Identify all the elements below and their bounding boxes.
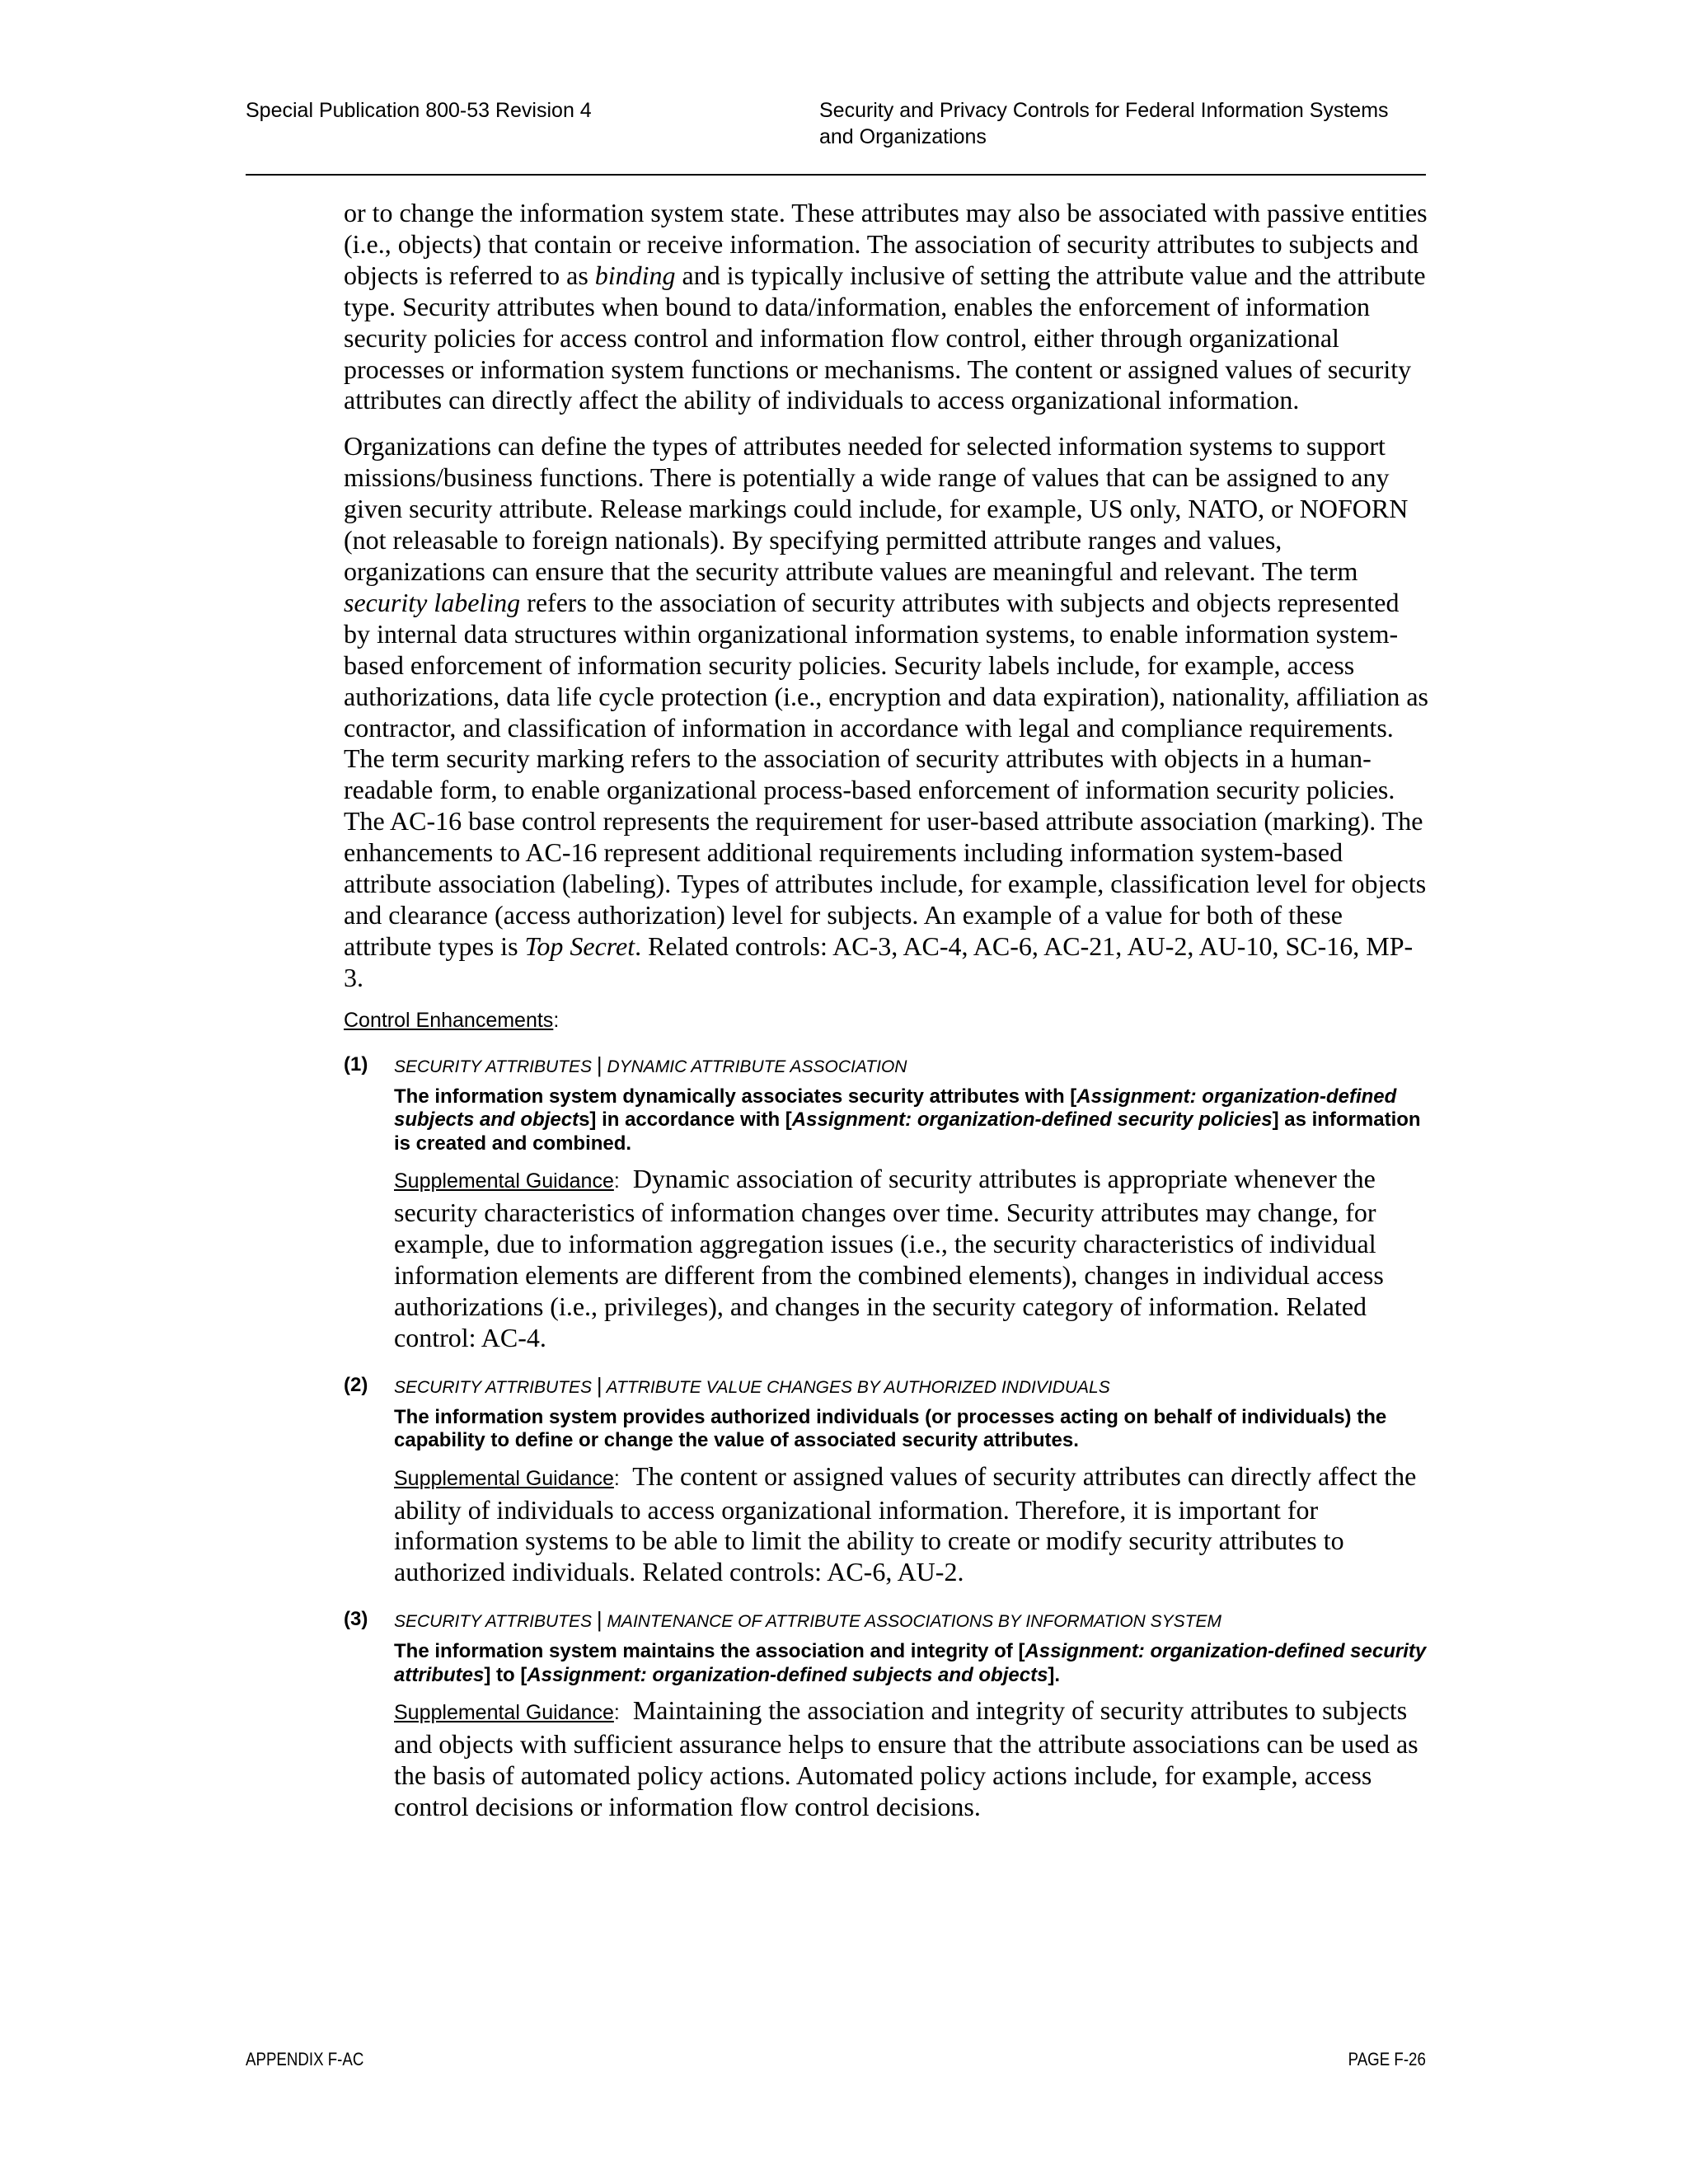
assignment-text: Assignment: organization-defined subjects and objects: [527, 1663, 1048, 1686]
enhancement-statement: [394, 1640, 1430, 1687]
title-separator: |: [596, 1607, 603, 1633]
label-colon: :: [613, 1701, 620, 1725]
supplemental-guidance-text: Maintaining the association and integrity of security attributes to subjects and objects with sufficient assurance helps to ensure that the attribute associations can be used as the basis of automated policy actions. Automated policy actions include, for example, access control decisions or information flow control decisions.: [394, 1695, 1418, 1821]
statement-text: ] to [: [484, 1663, 528, 1686]
label-colon: :: [613, 1466, 620, 1490]
control-enhancements-label: Control Enhancements: [344, 1008, 554, 1032]
header-divider: [246, 174, 1426, 176]
heading-colon: :: [553, 1008, 560, 1032]
statement-text: ] as information is created and combined.: [394, 1108, 1421, 1155]
supplemental-guidance: [394, 1695, 1430, 1823]
header-document-title-line2: and Organizations: [819, 125, 987, 148]
title-part: MAINTENANCE OF ATTRIBUTE ASSOCIATIONS BY INFORMATION SYSTEM: [607, 1612, 1222, 1632]
title-part: SECURITY ATTRIBUTES: [394, 1612, 592, 1632]
supplemental-guidance-text: The content or assigned values of security attributes can directly affect the ability of individuals to access organizational information. Therefore, it is important for information systems to be able to limit the ability to create or modify security attributes to authorized individuals. Related controls: AC-6, AU-2.: [394, 1460, 1417, 1587]
title-part: DYNAMIC ATTRIBUTE ASSOCIATION: [607, 1057, 907, 1076]
footer-page-number: PAGE F-26: [1348, 2049, 1426, 2069]
label-colon: :: [613, 1169, 620, 1193]
statement-text: The information system dynamically associates security attributes with [: [394, 1085, 1077, 1108]
enhancement-3: [344, 1606, 1430, 1823]
enhancement-title: [394, 1052, 1430, 1080]
page-body: [344, 198, 1430, 1823]
assignment-text: Assignment: organization-defined security attributes: [394, 1640, 1427, 1686]
title-separator: |: [596, 1372, 603, 1398]
assignment-text: Assignment: organization-defined subjects and object: [394, 1085, 1397, 1132]
control-enhancements-heading: [344, 1007, 1430, 1033]
paragraph-text: or to change the information system state. These attributes may also be associated with passive entities (i.e., objects) that contain or receive information. The association of security attributes to subjects and objects is referred to as: [344, 198, 1428, 290]
supplemental-guidance: [394, 1164, 1430, 1353]
enhancement-2: [344, 1372, 1430, 1589]
statement-text: ].: [1048, 1663, 1061, 1686]
enhancement-number: (1): [344, 1052, 368, 1076]
statement-text: s] in accordance with [: [579, 1108, 792, 1132]
enhancement-statement: [394, 1406, 1430, 1453]
supplemental-guidance-text: Dynamic association of security attributes is appropriate whenever the security characteristics of information changes over time. Security attributes may change, for example, due to information aggregation issues (i.e., the security characteristics of individual information elements are different from the combined elements), changes in individual access authorizations (i.e., privileges), and changes in the security category of information. Related control: AC-4.: [394, 1164, 1384, 1352]
assignment-text: Assignment: organization-defined security policies: [791, 1108, 1273, 1132]
paragraph-binding: [344, 198, 1430, 416]
enhancement-statement: [394, 1085, 1430, 1156]
supplemental-guidance-label: Supplemental Guidance: [394, 1701, 614, 1725]
paragraph-text: . Related controls: AC-3, AC-4, AC-6, AC-21, AU-2, AU-10, SC-16, MP-3.: [344, 930, 1414, 992]
supplemental-guidance-label: Supplemental Guidance: [394, 1466, 614, 1490]
paragraph-text: refers to the association of security attributes with subjects and objects represented by internal data structures within organizational information systems, to enable information system-based enforcement of information security policies. Security labels include, for example, access authorizations, data life cycle protection (i.e., encryption and data expiration), nationality, affiliation as contractor, and classification of information in accordance with legal and compliance requirements. The term security marking refers to the association of security attributes with objects in a human-readable form, to enable organizational process-based enforcement of information security policies. The AC-16 base control represents the requirement for user-based attribute association (marking). The enhancements to AC-16 represent additional requirements including information system-based attribute association (labeling). Types of attributes include, for example, classification level for objects and clearance (access authorization) level for subjects. An example of a value for both of these attribute types is: [344, 587, 1428, 961]
enhancement-title: [394, 1372, 1430, 1401]
title-part: SECURITY ATTRIBUTES: [394, 1377, 592, 1397]
title-part: SECURITY ATTRIBUTES: [394, 1057, 592, 1076]
supplemental-guidance: [394, 1461, 1430, 1589]
enhancement-1: [344, 1052, 1430, 1354]
header-document-title-line1: Security and Privacy Controls for Federal Information Systems: [819, 99, 1389, 122]
header-publication-title: Special Publication 800-53 Revision 4: [246, 99, 592, 122]
title-part: ATTRIBUTE VALUE CHANGES BY AUTHORIZED INDIVIDUALS: [606, 1377, 1110, 1397]
footer-appendix: APPENDIX F-AC: [246, 2049, 364, 2069]
header-document-title: [819, 97, 1446, 150]
statement-text: The information system maintains the association and integrity of [: [394, 1640, 1025, 1663]
paragraph-text: and is typically inclusive of setting the attribute value and the attribute type. Security attributes when bound to data/information, enables the enforcement of information security policies for access control and information flow control, either through organizational processes or information system functions or mechanisms. The content or assigned values of security attributes can directly affect the ability of individuals to access organizational information.: [344, 260, 1426, 415]
title-separator: |: [596, 1052, 603, 1077]
enhancement-number: (2): [344, 1373, 368, 1396]
paragraph-attribute-types: [344, 431, 1430, 993]
supplemental-guidance-label: Supplemental Guidance: [394, 1169, 614, 1193]
term-top-secret: Top Secret: [524, 930, 635, 961]
paragraph-text: Organizations can define the types of attributes needed for selected information systems to support missions/business functions. There is potentially a wide range of values that can be assigned to any given security attribute. Release markings could include, for example, US only, NATO, or NOFORN (not releasable to foreign nationals). By specifying permitted attribute ranges and values, organizations can ensure that the security attribute values are meaningful and relevant. The term: [344, 431, 1409, 586]
enhancement-title: [394, 1606, 1430, 1635]
term-security-labeling: security labeling: [344, 587, 521, 617]
statement-text: The information system provides authorized individuals (or processes acting on behalf of individuals) the capability to define or change the value of associated security attributes.: [394, 1405, 1387, 1452]
enhancement-number: (3): [344, 1608, 368, 1631]
term-binding: binding: [594, 260, 676, 290]
